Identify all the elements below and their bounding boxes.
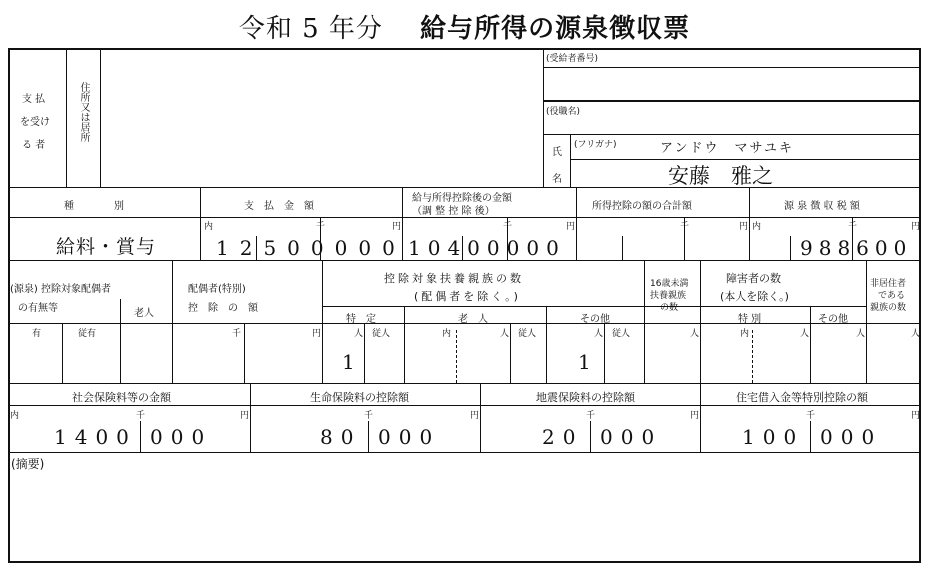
unit-thousand: 千: [316, 222, 326, 232]
remarks-label: (摘要): [11, 457, 45, 471]
dependents-header-2: (配偶者を除く。): [414, 290, 521, 303]
unit-person: 人: [690, 329, 700, 339]
type-value: 給料・賞与: [56, 236, 157, 258]
furigana-label: (フリガナ): [574, 140, 617, 150]
payee-label-2: を受け: [20, 117, 50, 128]
spouse-sub-label: 従有: [78, 329, 97, 339]
unit-inner: 内: [204, 222, 214, 232]
payment-amount: 12500000: [216, 236, 406, 260]
unit-thousand: 千: [848, 222, 858, 232]
disabled-header-1: 障害者の数: [726, 272, 781, 285]
unit-person: 人: [856, 329, 866, 339]
earthquake-insurance-header: 地震保険料の控除額: [536, 391, 635, 404]
earthquake-insurance-thousands: 20: [542, 425, 584, 449]
unit-sub-person: 従人: [612, 329, 631, 339]
life-insurance-thousands: 80: [320, 425, 362, 449]
nonresident-header-1: 非居住者: [870, 279, 907, 289]
unit-person: 人: [800, 329, 810, 339]
unit-thousand: 千: [364, 411, 374, 421]
disabled-other-header: その他: [818, 314, 848, 325]
unit-thousand: 千: [503, 222, 513, 232]
payee-label-1: 支 払: [22, 94, 46, 105]
address-label: 住所又は居所: [78, 82, 89, 142]
unit-sub-person: 従人: [518, 329, 537, 339]
form-year: 令和 5 年分: [238, 14, 383, 44]
social-insurance-thousands: 1400: [54, 425, 137, 449]
specific-header: 特 定: [346, 314, 376, 325]
housing-loan-header: 住宅借入金等特別控除の額: [736, 391, 868, 404]
payee-name: 安藤 雅之: [668, 164, 773, 188]
withholding-amount: 988600: [800, 236, 913, 260]
spouse-header-2: の有無等: [18, 303, 58, 314]
unit-inner: 内: [752, 222, 762, 232]
disabled-special-header: 特 別: [738, 314, 762, 325]
unit-inner: 内: [740, 329, 750, 339]
social-insurance-header: 社会保険料等の金額: [72, 391, 171, 404]
form-name: 給与所得の源泉徴収票: [420, 14, 691, 44]
unit-yen: 円: [911, 411, 921, 421]
nonresident-header-3: 親族の数: [870, 303, 907, 313]
unit-yen: 円: [739, 222, 749, 232]
position-label: (役職名): [546, 107, 581, 117]
unit-person: 人: [594, 329, 604, 339]
specific-count: 1: [342, 350, 361, 374]
old-header: 老 人: [458, 314, 488, 325]
other-count: 1: [578, 350, 597, 374]
earthquake-insurance-yen: 000: [600, 425, 663, 449]
unit-sub-person: 従人: [372, 329, 391, 339]
spouse-elderly: 老人: [134, 308, 154, 319]
unit-person: 人: [500, 329, 510, 339]
header-total-deduction: 所得控除の額の合計額: [592, 201, 692, 212]
spouse-has-label: 有: [32, 329, 42, 339]
under16-header-2: 扶養親族: [650, 291, 687, 301]
unit-thousand: 千: [232, 329, 242, 339]
header-after-adjust: （調 整 控 除 後）: [412, 206, 495, 217]
form-title: [0, 8, 929, 45]
life-insurance-yen: 000: [378, 425, 441, 449]
dependents-header-1: 控除対象扶養親族の数: [384, 272, 524, 285]
social-insurance-yen: 000: [150, 425, 213, 449]
unit-thousand: 千: [680, 222, 690, 232]
address-field[interactable]: [102, 50, 541, 185]
header-after-deduction: 給与所得控除後の金額: [412, 193, 512, 204]
life-insurance-header: 生命保険料の控除額: [310, 391, 409, 404]
spouse-deduction-header-1: 配偶者(特別): [188, 284, 246, 295]
after-deduction-amount: 10400000: [408, 236, 566, 260]
unit-yen: 円: [566, 222, 576, 232]
unit-person: 人: [354, 329, 364, 339]
remarks-field[interactable]: [10, 472, 919, 560]
housing-loan-thousands: 100: [742, 425, 805, 449]
unit-yen: 円: [312, 329, 322, 339]
other-header: その他: [580, 314, 610, 325]
unit-thousand: 千: [136, 411, 146, 421]
recipient-number-label: (受給者番号): [546, 54, 599, 64]
unit-yen: 円: [392, 222, 402, 232]
header-payment: 支 払 金 額: [244, 201, 314, 212]
unit-thousand: 千: [806, 411, 816, 421]
disabled-header-2: (本人を除く。): [720, 290, 789, 303]
header-type: 種 別: [64, 201, 124, 212]
under16-header-1: 16歳未満: [650, 279, 689, 289]
name-label-1: 氏: [552, 147, 562, 158]
unit-thousand: 千: [586, 411, 596, 421]
unit-yen: 円: [240, 411, 250, 421]
unit-yen: 円: [470, 411, 480, 421]
spouse-deduction-header-2: 控 除 の 額: [188, 303, 258, 314]
unit-yen: 円: [911, 222, 921, 232]
header-withholding: 源 泉 徴 収 税 額: [784, 201, 860, 212]
housing-loan-yen: 000: [820, 425, 883, 449]
spouse-header-1: (源泉) 控除対象配偶者: [10, 284, 111, 295]
unit-inner: 内: [10, 411, 20, 421]
nonresident-header-2: である: [878, 291, 906, 301]
unit-yen: 円: [690, 411, 700, 421]
name-label-2: 名: [552, 174, 562, 185]
under16-header-3: の数: [660, 303, 679, 313]
payee-label-3: る 者: [22, 140, 46, 151]
unit-inner: 内: [442, 329, 452, 339]
furigana-value: アンドウ マサユキ: [660, 141, 794, 156]
unit-person: 人: [911, 329, 921, 339]
